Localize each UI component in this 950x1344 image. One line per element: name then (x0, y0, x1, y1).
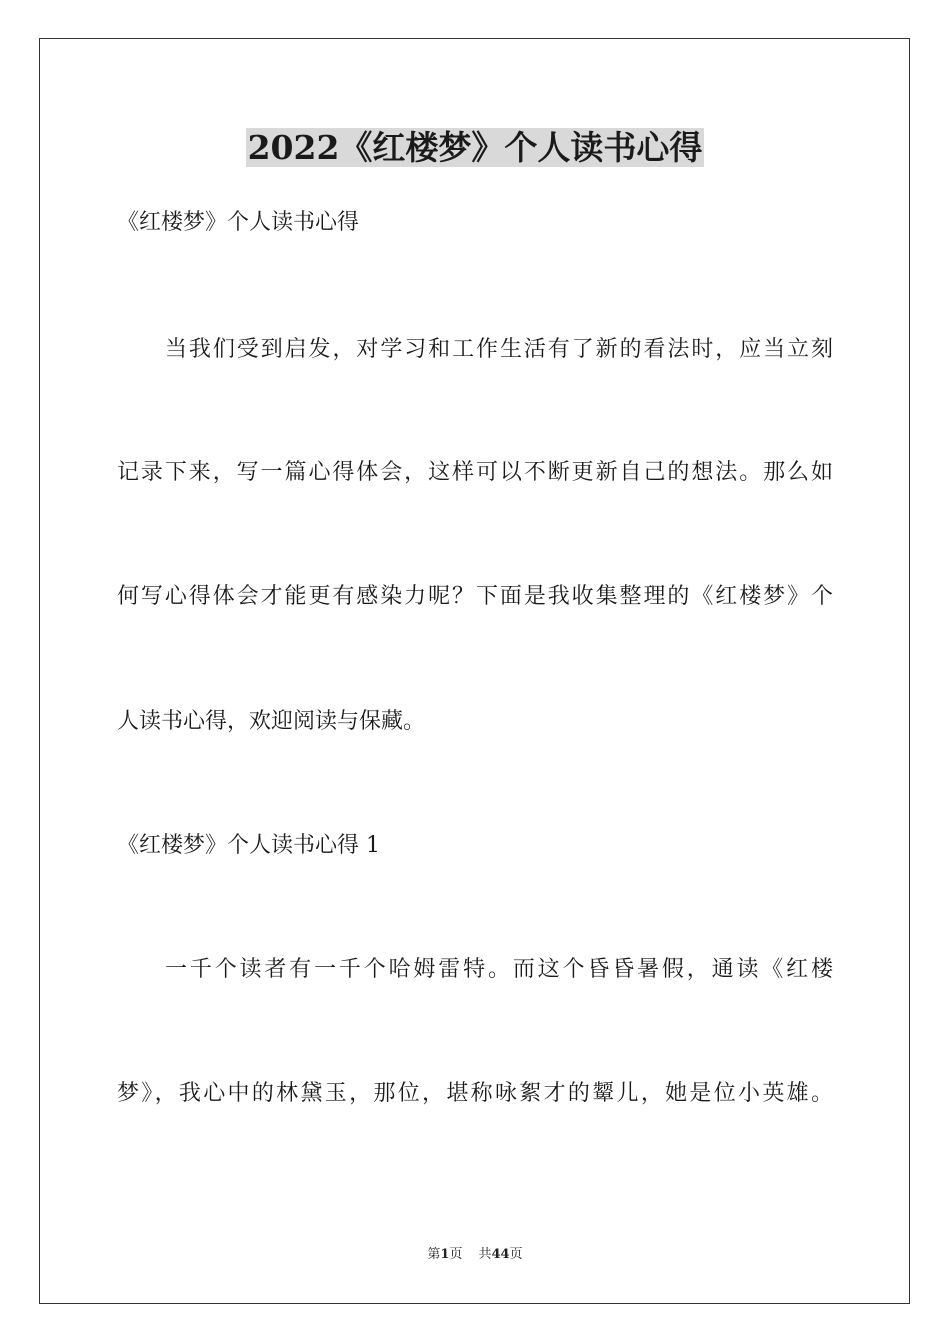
page-footer (0, 1246, 950, 1264)
paragraph-line-1: 当我们受到启发，对学习和工作生活有了新的看法时，应当立刻 (165, 337, 833, 362)
footer-total-prefix: 共 (478, 1247, 492, 1262)
paragraph-line-3: 何写心得体会才能更有感染力呢？下面是我收集整理的《红楼梦》个 (117, 584, 833, 609)
document-title-text: 2022《红楼梦》个人读书心得 (247, 128, 703, 167)
section-heading-1: 《红楼梦》个人读书心得 1 (117, 833, 380, 858)
document-title (0, 126, 950, 170)
paragraph-line-4: 人读书心得，欢迎阅读与保藏。 (117, 709, 426, 734)
paragraph-line-5: 一千个读者有一千个哈姆雷特。而这个昏昏暑假，通读《红楼 (165, 957, 833, 982)
footer-page-unit: 页 (449, 1247, 463, 1262)
paragraph-line-6: 梦》，我心中的林黛玉，那位，堪称咏絮才的颦儿，她是位小英雄。 (117, 1081, 833, 1106)
subtitle-line: 《红楼梦》个人读书心得 (117, 210, 360, 235)
paragraph-line-2: 记录下来，写一篇心得体会，这样可以不断更新自己的想法。那么如 (117, 460, 833, 485)
footer-total-unit: 页 (509, 1247, 523, 1262)
footer-page-prefix: 第 (427, 1247, 441, 1262)
footer-page-total: 44 (491, 1247, 510, 1262)
footer-page-current: 1 (440, 1247, 450, 1262)
